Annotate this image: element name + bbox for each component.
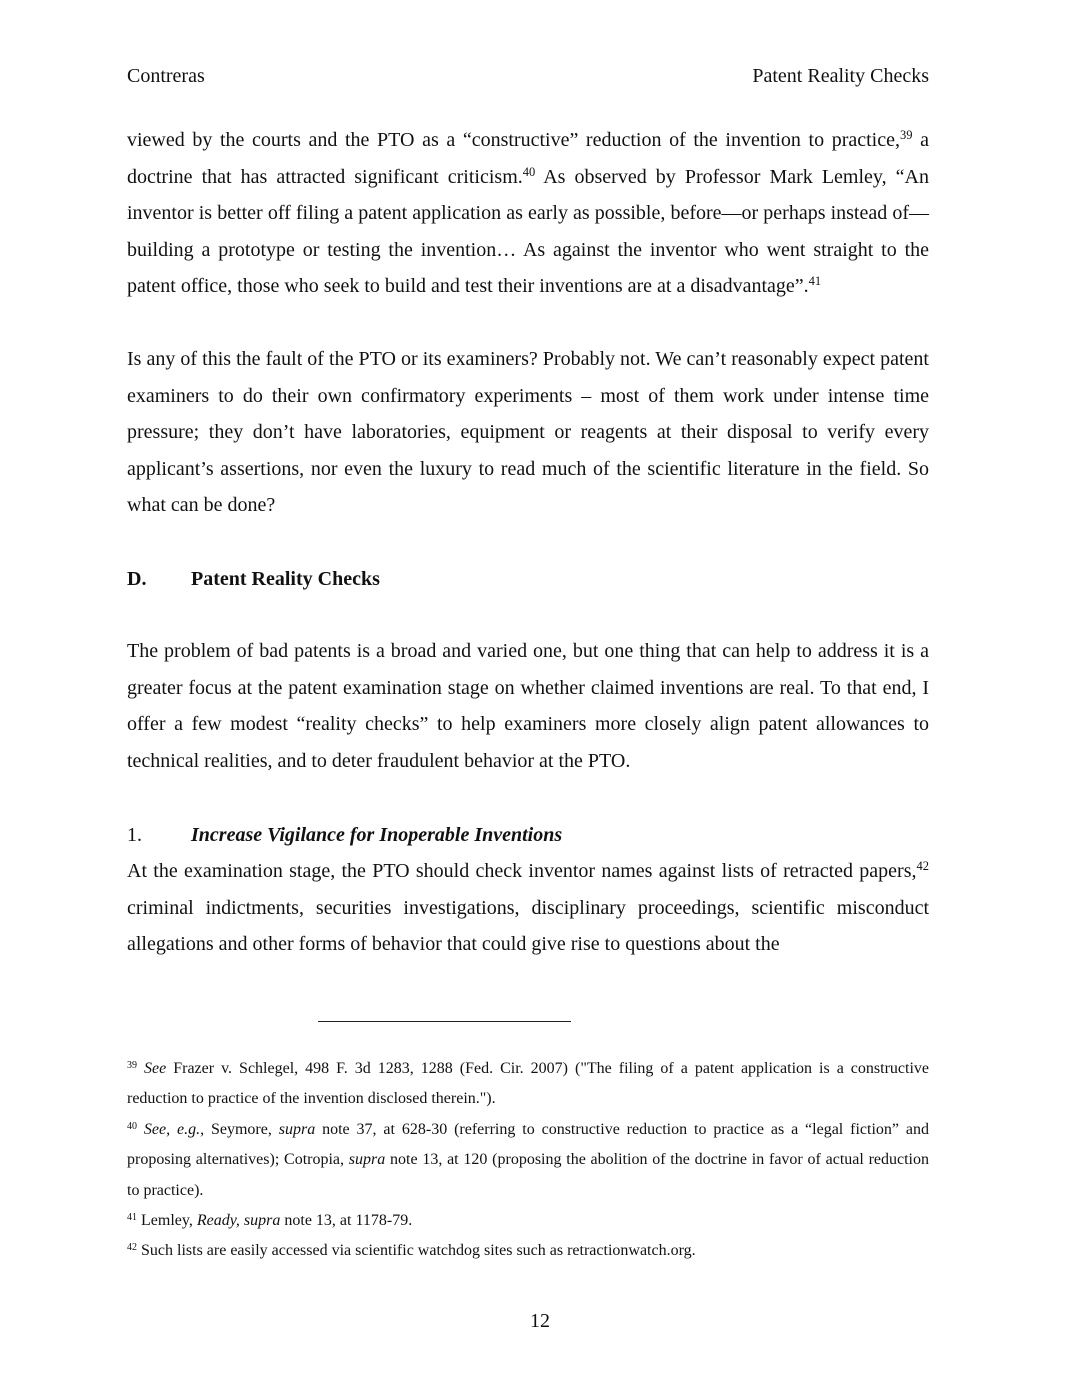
subsection-title: Increase Vigilance for Inoperable Inventions: [191, 824, 563, 846]
footnote-text: Frazer v. Schlegel, 498 F. 3d 1283, 1288 (Fed. Cir. 2007) ("The filing of a patent application is a constructive reduction to practice of the invention disclosed therein.").: [127, 1060, 930, 1108]
para-text: The problem of bad patents is a broad and varied one, but one thing that can help to address it is a greater focus at the patent examination stage on whether claimed inventions are real. To that end, I offer a few modest “reality checks” to help examiners more closely align patent allowances to technical realities, and to deter fraudulent behavior at the PTO.: [127, 640, 929, 772]
footnote-41: [127, 1206, 929, 1236]
section-heading-d: [127, 562, 380, 596]
para-text: a doctrine that has attracted significant criticism.: [127, 129, 929, 188]
running-header-title: Patent Reality Checks: [752, 65, 929, 87]
citation-supra: supra: [348, 1151, 386, 1169]
footnote-text: note 37, at 628-30 (referring to constructive reduction to practice as a “legal fiction” and proposing alternatives); Cotropia,: [127, 1120, 929, 1169]
paragraph-examination-stage: [127, 853, 929, 963]
subsection-heading-1: [127, 818, 562, 852]
citation-short-title: Ready, supra: [196, 1212, 281, 1230]
paragraph-pto-fault: [127, 341, 929, 524]
para-text: viewed by the courts and the PTO as a “constructive” reduction of the invention to practice,: [127, 129, 900, 151]
footnote-text: note 13, at 120 (proposing the abolition of the doctrine in favor of actual reduction to practice).: [127, 1151, 929, 1199]
section-number: D.: [127, 568, 147, 590]
citation-supra: supra: [278, 1120, 316, 1138]
footnote-text: , Seymore,: [200, 1120, 279, 1138]
footnote-ref-42[interactable]: 42: [916, 859, 929, 874]
citation-signal: See, e.g.: [143, 1120, 201, 1138]
footnote-number: 42: [127, 1242, 137, 1254]
paragraph-bad-patents: [127, 633, 929, 779]
subsection-number: 1.: [127, 824, 142, 846]
footnote-text: Lemley,: [137, 1212, 197, 1230]
para-text: As observed by Professor Mark Lemley, “An inventor is better off filing a patent application as early as possible, before—or perhaps instead of— building a prototype or testing the invention… As against the inventor who went straight to the patent office, those who seek to build and test their inventions are at a disadvantage”.: [127, 165, 929, 298]
footnote-ref-40[interactable]: 40: [522, 164, 536, 179]
footnote-text: note 13, at 1178-79.: [280, 1212, 413, 1230]
footnote-number: 39: [127, 1060, 137, 1071]
footnote-ref-39[interactable]: 39: [900, 128, 913, 143]
footnote-39: [127, 1054, 929, 1115]
para-text: criminal indictments, securities investigations, disciplinary proceedings, scientific misconduct allegations and other forms of behavior that could give rise to questions about the: [127, 896, 929, 956]
footnotes: [127, 1054, 929, 1267]
section-title: Patent Reality Checks: [191, 568, 380, 590]
paragraph-constructive-reduction: [127, 122, 929, 305]
footnote-text: Such lists are easily accessed via scientific watchdog sites such as retractionwatch.org.: [137, 1242, 696, 1260]
footnote-ref-41[interactable]: 41: [808, 274, 822, 289]
footnote-number: 41: [127, 1212, 137, 1224]
running-header-author: Contreras: [127, 65, 205, 87]
para-text: Is any of this the fault of the PTO or its examiners? Probably not. We can’t reasonably expect patent examiners to do their own confirmatory experiments – most of them work under intense time pressure; they don’t have laboratories, equipment or reagents at their disposal to verify every applicant’s assertions, nor even the luxury to read much of the scientific literature in the field. So what can be done?: [127, 348, 929, 517]
footnote-number: 40: [127, 1120, 137, 1132]
footnote-40: [127, 1115, 929, 1206]
para-text: At the examination stage, the PTO should check inventor names against lists of retracted papers,: [127, 860, 917, 882]
footnote-42: [127, 1236, 929, 1266]
page-number: 12: [530, 1310, 550, 1332]
citation-signal: See: [144, 1060, 167, 1077]
footnote-divider: [318, 1021, 571, 1022]
